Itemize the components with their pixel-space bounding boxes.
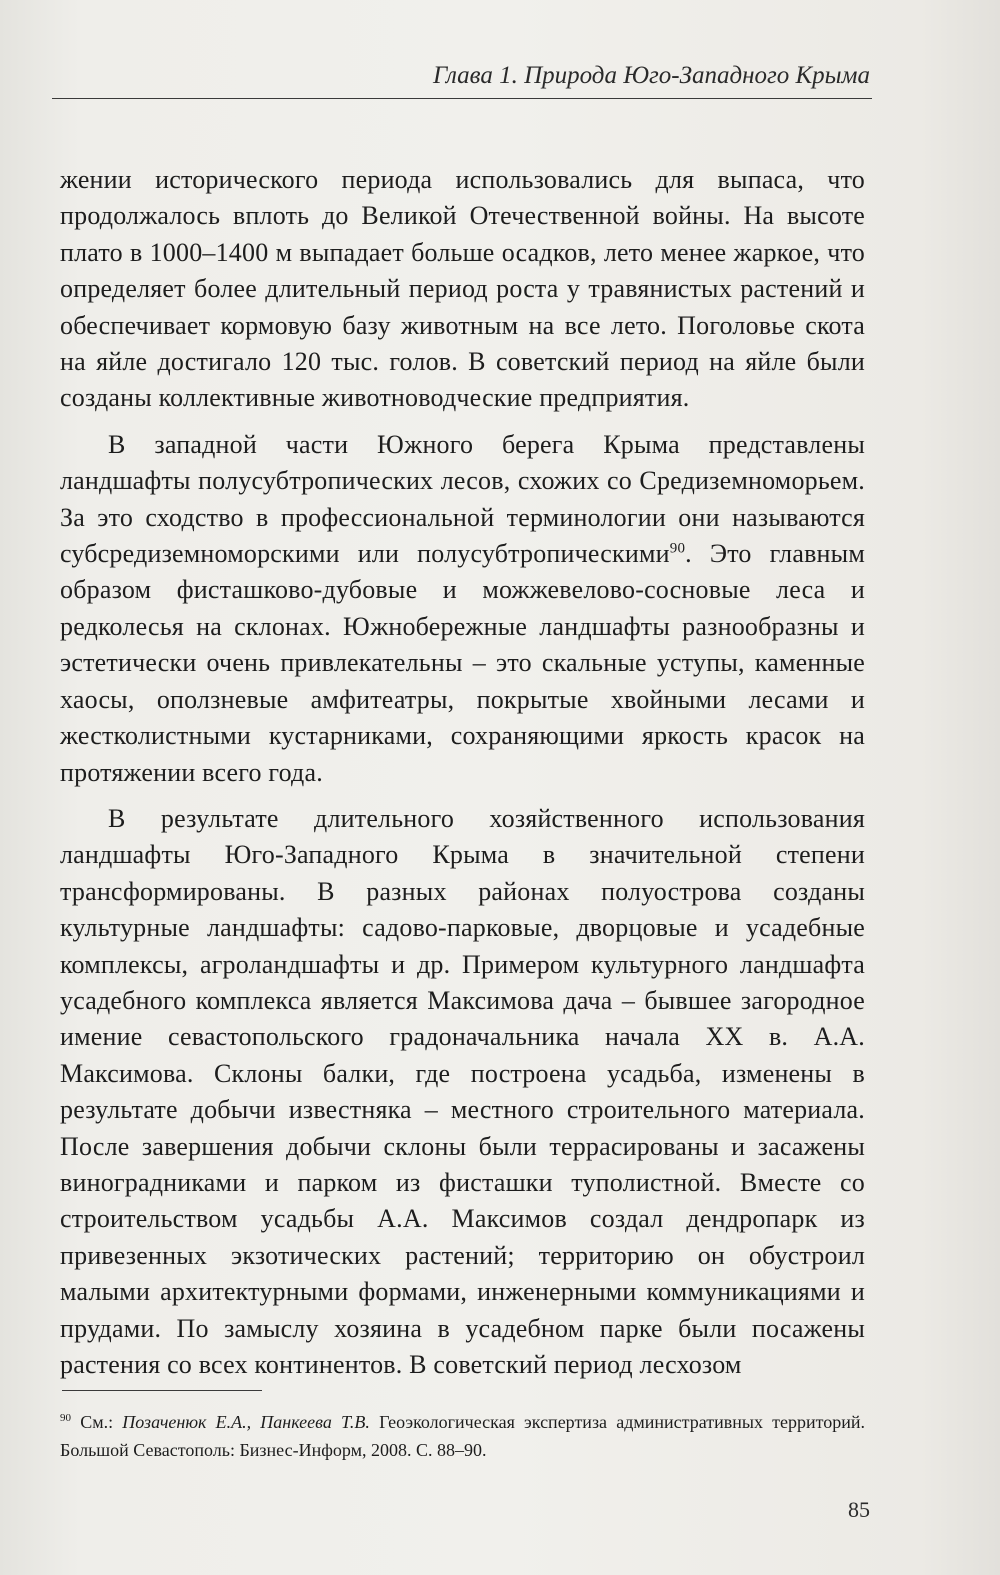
paragraph-2-text-b: . Это главным образом фисташково-дубовые и можжевелово-сосновые леса и редколесья на склонах. Южнобережные ландшафты разнообразны и эстетически очень привлекательны – это скальные уступы, каменные хаосы, оползневые амфитеатры, покрытые хвойными лесами и жестколистными кустарниками, сохраняющими яркость красок на протяжении всего года. — [60, 539, 865, 787]
paragraph-2 — [60, 427, 865, 791]
footnote-number: 90 — [60, 1412, 71, 1424]
header-rule — [52, 98, 872, 99]
footnote-rule — [62, 1390, 262, 1391]
paragraph-3: В результате длительного хозяйственного использования ландшафты Юго-Западного Крыма в значительной степени трансформированы. В разных районах полуострова созданы культурные ландшафты: садово-парковые, дворцовые и усадебные комплексы, агроландшафты и др. Примером культурного ландшафта усадебного комплекса является Максимова дача – бывшее загородное имение севастопольского градоначальника начала XX в. А.А. Максимова. Склоны балки, где построена усадьба, изменены в результате добычи известняка – местного строительного материала. После завершения добычи склоны были террасированы и засажены виноградниками и парком из фисташки туполистной. Вместе со строительством усадьбы А.А. Максимов создал дендропарк из привезенных экзотических растений; территорию он обустроил малыми архитектурными формами, инженерными коммуникациями и прудами. По замыслу хозяина в усадебном парке были посажены растения со всех континентов. В советский период лесхозом — [60, 803, 865, 1379]
paragraph-2-text-a: В западной части Южного берега Крыма представлены ландшафты полусубтропических лесов, схожих со Средиземноморьем. За это сходство в профессиональной терминологии они называются субсредиземноморскими или полусубтропическими — [60, 429, 865, 569]
footnote — [60, 1408, 865, 1464]
footnote-authors: Позаченюк Е.А., Панкеева Т.В. — [122, 1412, 370, 1432]
footnote-prefix: См.: — [80, 1412, 114, 1432]
running-head: Глава 1. Природа Юго-Западного Крыма — [433, 62, 870, 89]
footnote-reference[interactable]: 90 — [669, 540, 686, 557]
paragraph-1: жении исторического периода использовались для выпаса, что продолжалось вплоть до Великой Отечественной войны. На высоте плато в 1000–1400 м выпадает больше осадков, лето менее жаркое, что определяет более длительный период роста у травянистых растений и обеспечивает кормовую базу животным на все лето. Поголовье скота на яйле достигало 120 тыс. голов. В советский период на яйле были созданы коллективные животноводческие предприятия. — [60, 165, 865, 413]
page-number: 85 — [848, 1497, 870, 1522]
main-text — [60, 162, 865, 1383]
footnote-text: Геоэкологическая экспертиза административных территорий. Большой Севастополь: Бизнес-Информ, 2008. С. 88–90. — [60, 1412, 866, 1460]
